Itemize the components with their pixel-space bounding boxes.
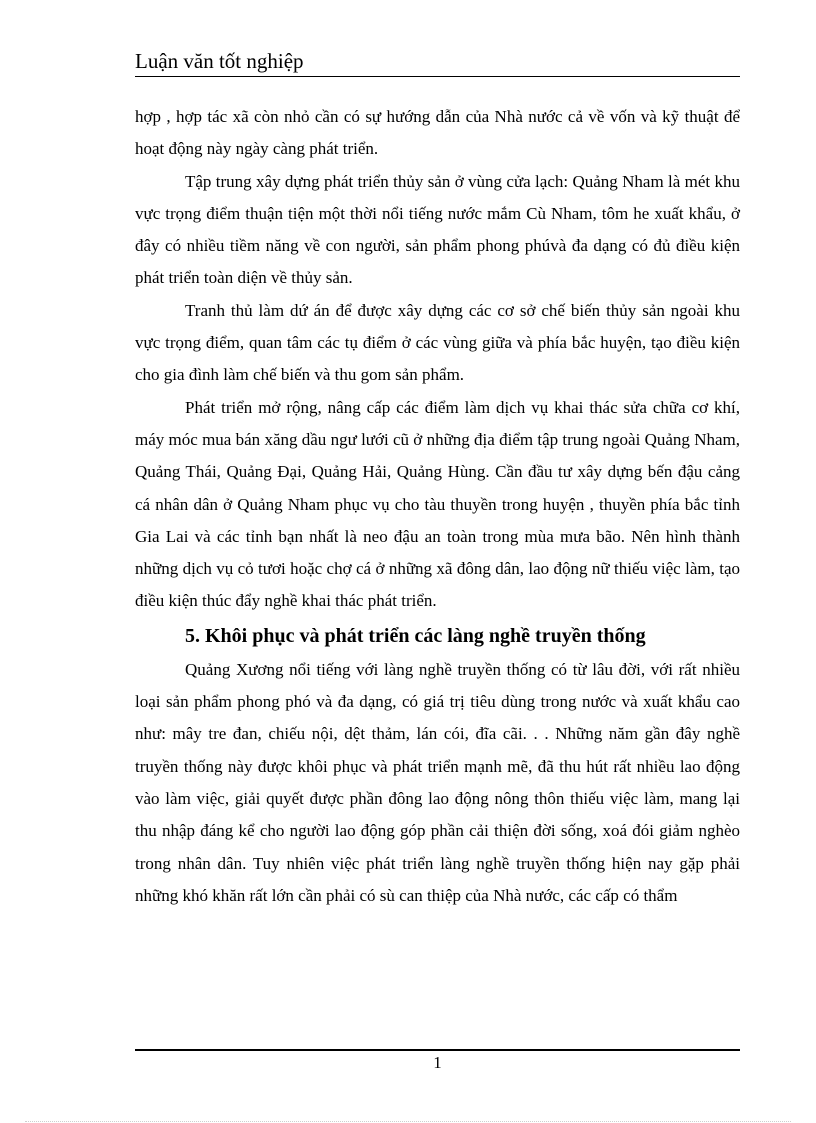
paragraph-co-so-che-bien: Tranh thủ làm dứ án để được xây dựng các cơ sở chế biến thủy sản ngoài khu vực trọng điểm, quan tâm các tụ điểm ở các vùng giữa và phía bắc huyện, tạo điều kiện cho gia đình làm chế biến và thu gom sản phẩm. <box>135 300 740 385</box>
page-number: 1 <box>433 1053 442 1072</box>
paragraph-cua-lach: Tập trung xây dựng phát triển thủy sản ở vùng cửa lạch: Quảng Nham là mét khu vực trọng điểm thuận tiện một thời nổi tiếng nước mắm Cù Nham, tôm he xuất khẩu, ở đây có nhiều tiềm năng về con người, sản phẩm phong phúvà đa dạng có đủ điều kiện phát triển toàn diện về thủy sản. <box>135 171 740 288</box>
header-divider <box>135 76 740 77</box>
paragraph-dich-vu-khai-thac: Phát triển mở rộng, nâng cấp các điểm làm dịch vụ khai thác sửa chữa cơ khí, máy móc mua bán xăng dầu ngư lưới cũ ở những địa điểm tập trung ngoài Quảng Nham, Quảng Thái, Quảng Đại, Quảng Hải, Quảng Hùng. Cần đầu tư xây dựng bến đậu cảng cá nhân dân ở Quảng Nham phục vụ cho tàu thuyền trong huyện , thuyền phía bắc tỉnh Gia Lai và các tỉnh bạn nhất là neo đậu an toàn trong mùa mưa bão. Nên hình thành những dịch vụ cỏ tươi hoặc chợ cá ở những xã đông dân, lao động nữ thiếu việc làm, tạo điều kiện thúc đẩy nghề khai thác phát triển. <box>135 397 740 611</box>
paragraph-lang-nghe: Quảng Xương nổi tiếng với làng nghề truyền thống có từ lâu đời, với rất nhiều loại sản phẩm phong phó và đa dạng, có giá trị tiêu dùng trong nước và xuất khẩu cao như: mây tre đan, chiếu nội, dệt thảm, lán cói, đĩa cãi. . . Những năm gần đây nghề truyền thống này được khôi phục và phát triển mạnh mẽ, đã thu hút rất nhiều lao động vào làm việc, giải quyết được phần đông lao động nông thôn thiếu việc làm, mang lại thu nhập đáng kể cho người lao động góp phần cải thiện đời sống, xoá đói giảm nghèo trong nhân dân. Tuy nhiên việc phát triển làng nghề truyền thống hiện nay gặp phải những khó khăn rất lớn cần phải có sù can thiệp của Nhà nước, các cấp có thẩm <box>135 659 740 905</box>
section-heading: 5. Khôi phục và phát triển các làng nghề truyền thống <box>185 624 646 647</box>
document-body <box>135 101 740 912</box>
footer-divider <box>135 1049 740 1051</box>
page-edge-divider <box>25 1121 791 1122</box>
document-title: Luận văn tốt nghiệp <box>135 49 304 73</box>
paragraph-continuation: hợp , hợp tác xã còn nhỏ cần có sự hướng dẫn của Nhà nước cả về vốn và kỹ thuật để hoạt động này ngày càng phát triển. <box>135 107 740 159</box>
